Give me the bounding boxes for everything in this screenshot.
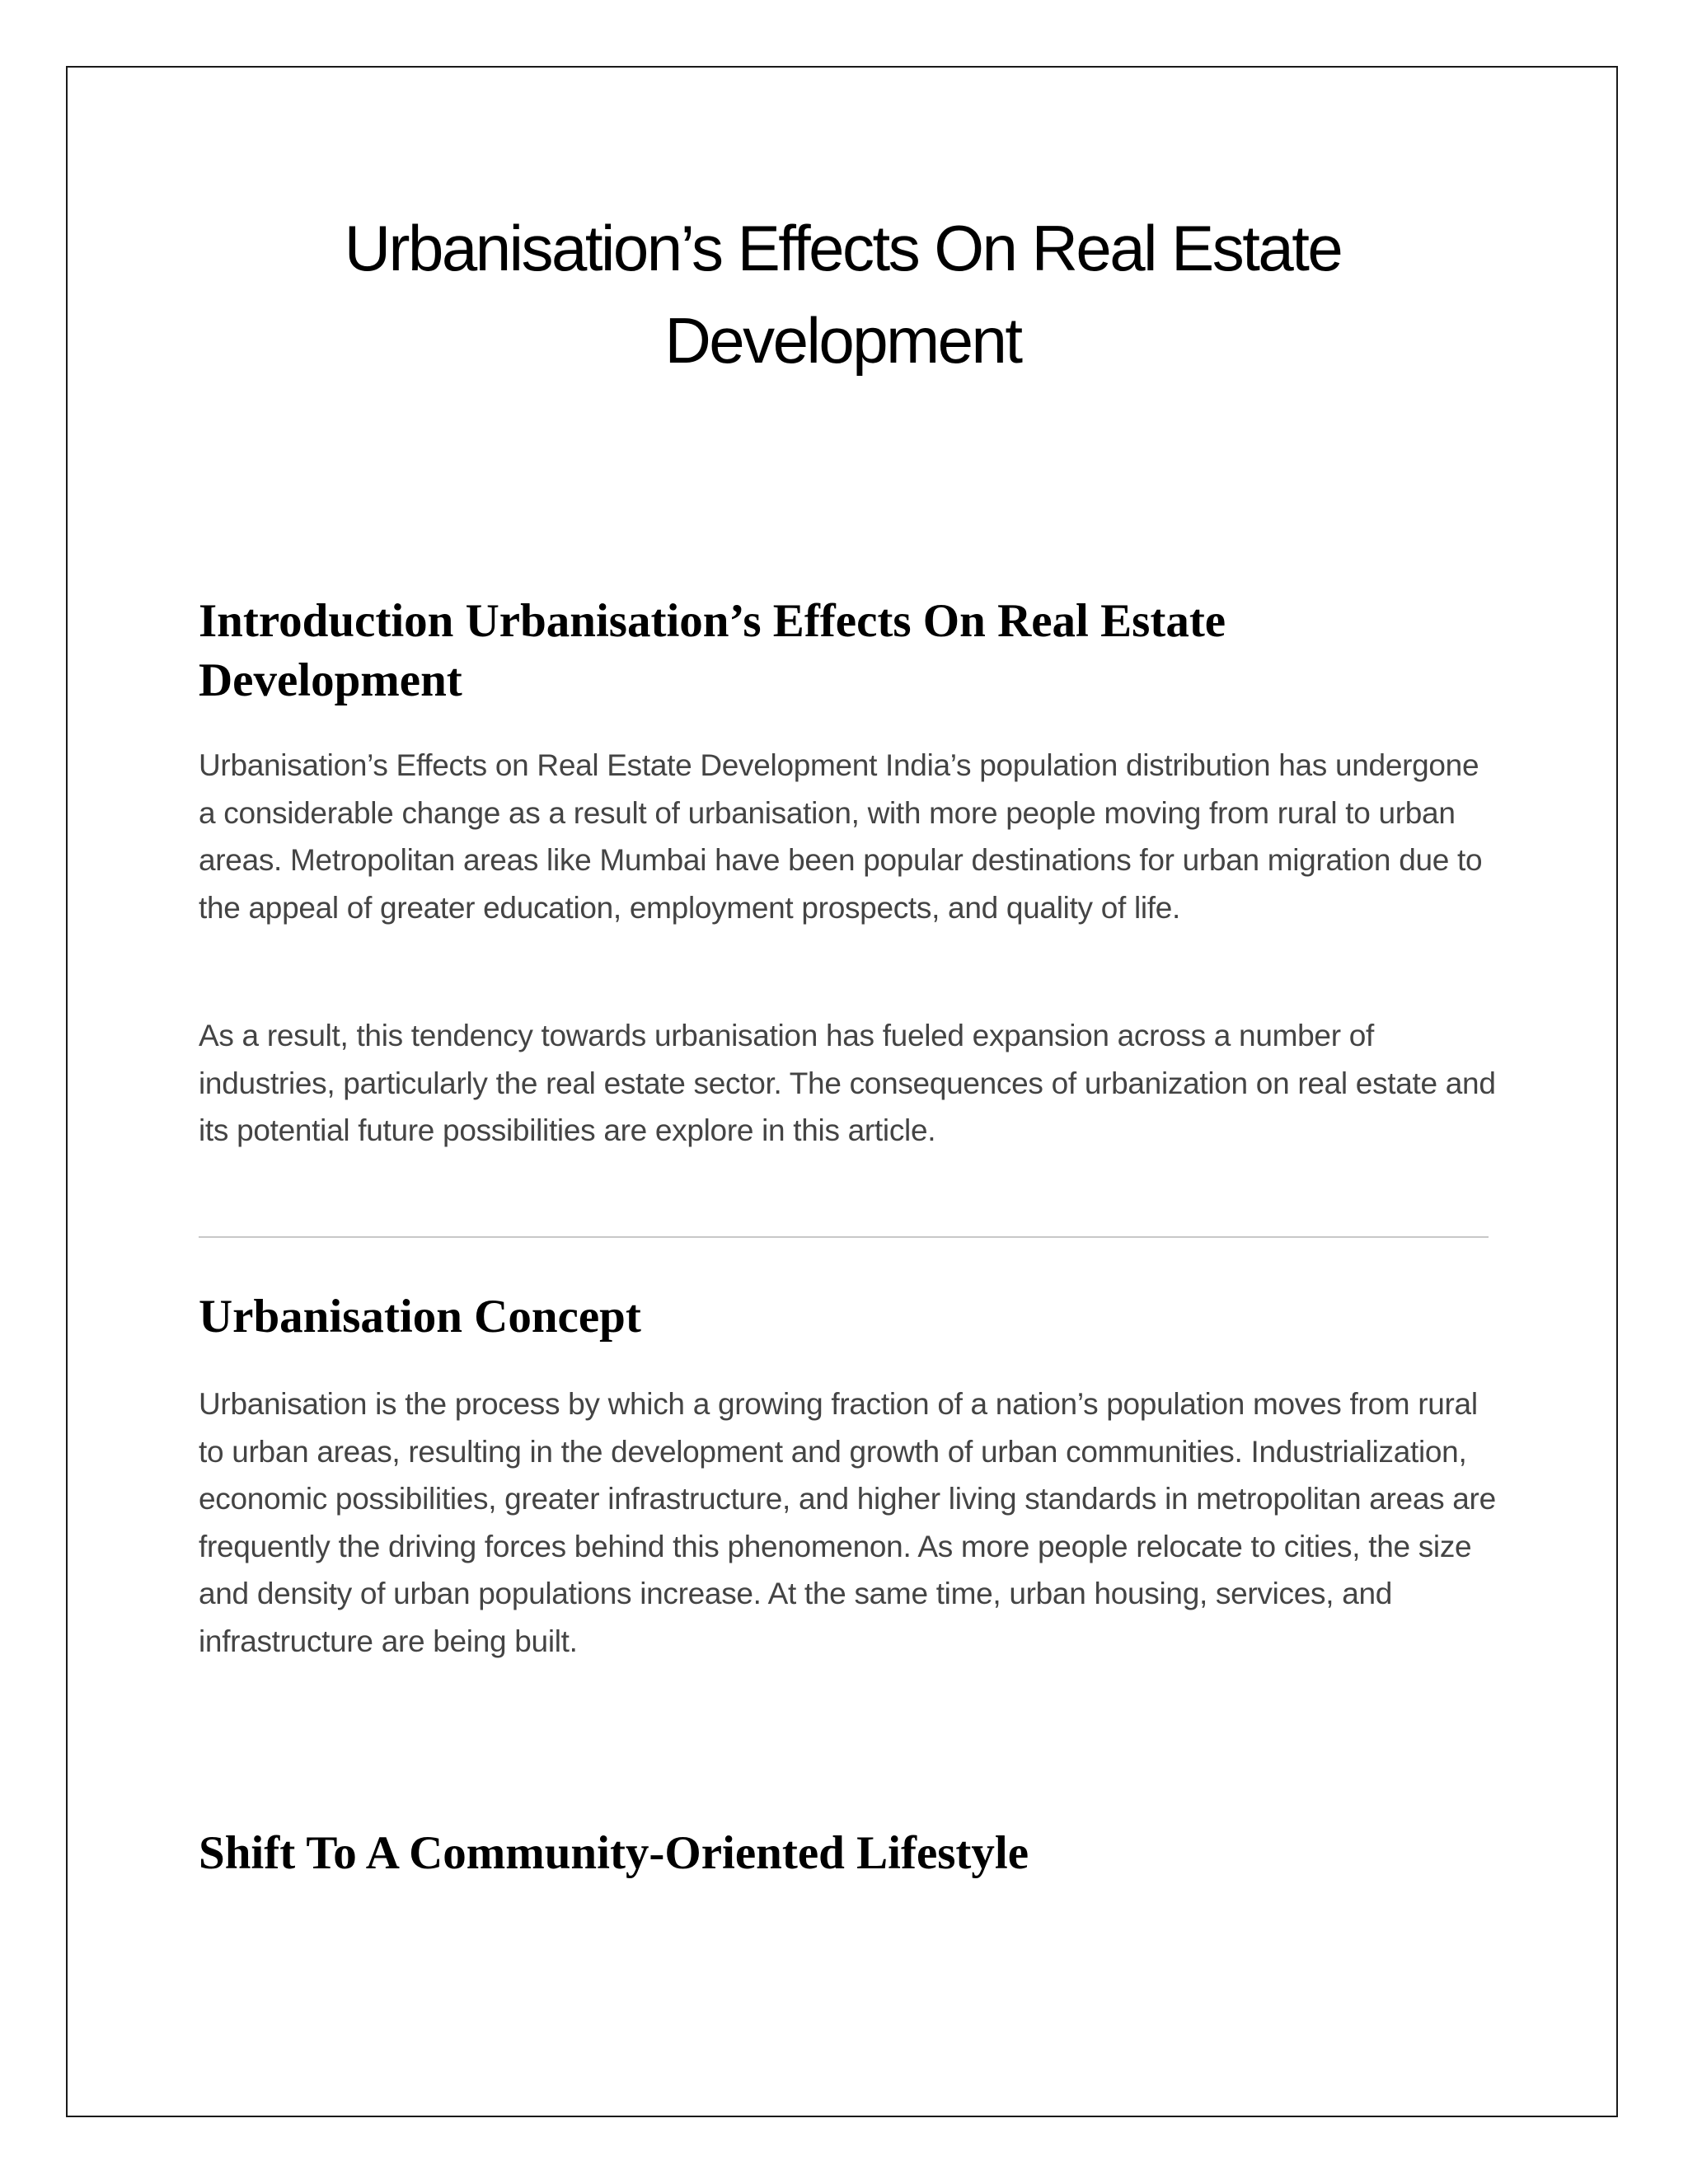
section-heading-introduction: Introduction Urbanisation’s Effects On Real Estate Development <box>199 595 1226 706</box>
intro-paragraph-1: Urbanisation’s Effects on Real Estate Development India’s population distribution has undergone a considerable change as a result of urbanisation, with more people moving from rural to urban areas. Metropolitan areas like Mumbai have been popular destinations for urban migration due to the appeal of greater education, employment prospects, and quality of life. <box>199 748 1483 925</box>
section-heading-urbanisation-concept: Urbanisation Concept <box>199 1291 641 1343</box>
intro-paragraph-2: As a result, this tendency towards urbanisation has fueled expansion across a number of industries, particularly the real estate sector. The consequences of urbanization on real estate and its potential future possibilities are explore in this article. <box>199 1019 1496 1147</box>
document-title: Urbanisation’s Effects On Real Estate Development <box>344 212 1342 377</box>
section-divider <box>199 1236 1489 1238</box>
concept-paragraph: Urbanisation is the process by which a growing fraction of a nation’s population moves from rural to urban areas, resulting in the development and growth of urban communities. Industrialization, economic possibilities, greater infrastructure, and higher living standards in metropolitan areas are frequently the driving forces behind this phenomenon. As more people relocate to cities, the size and density of urban populations increase. At the same time, urban housing, services, and infrastructure are being built. <box>199 1387 1496 1658</box>
section-heading-community-lifestyle: Shift To A Community-Oriented Lifestyle <box>199 1827 1029 1879</box>
